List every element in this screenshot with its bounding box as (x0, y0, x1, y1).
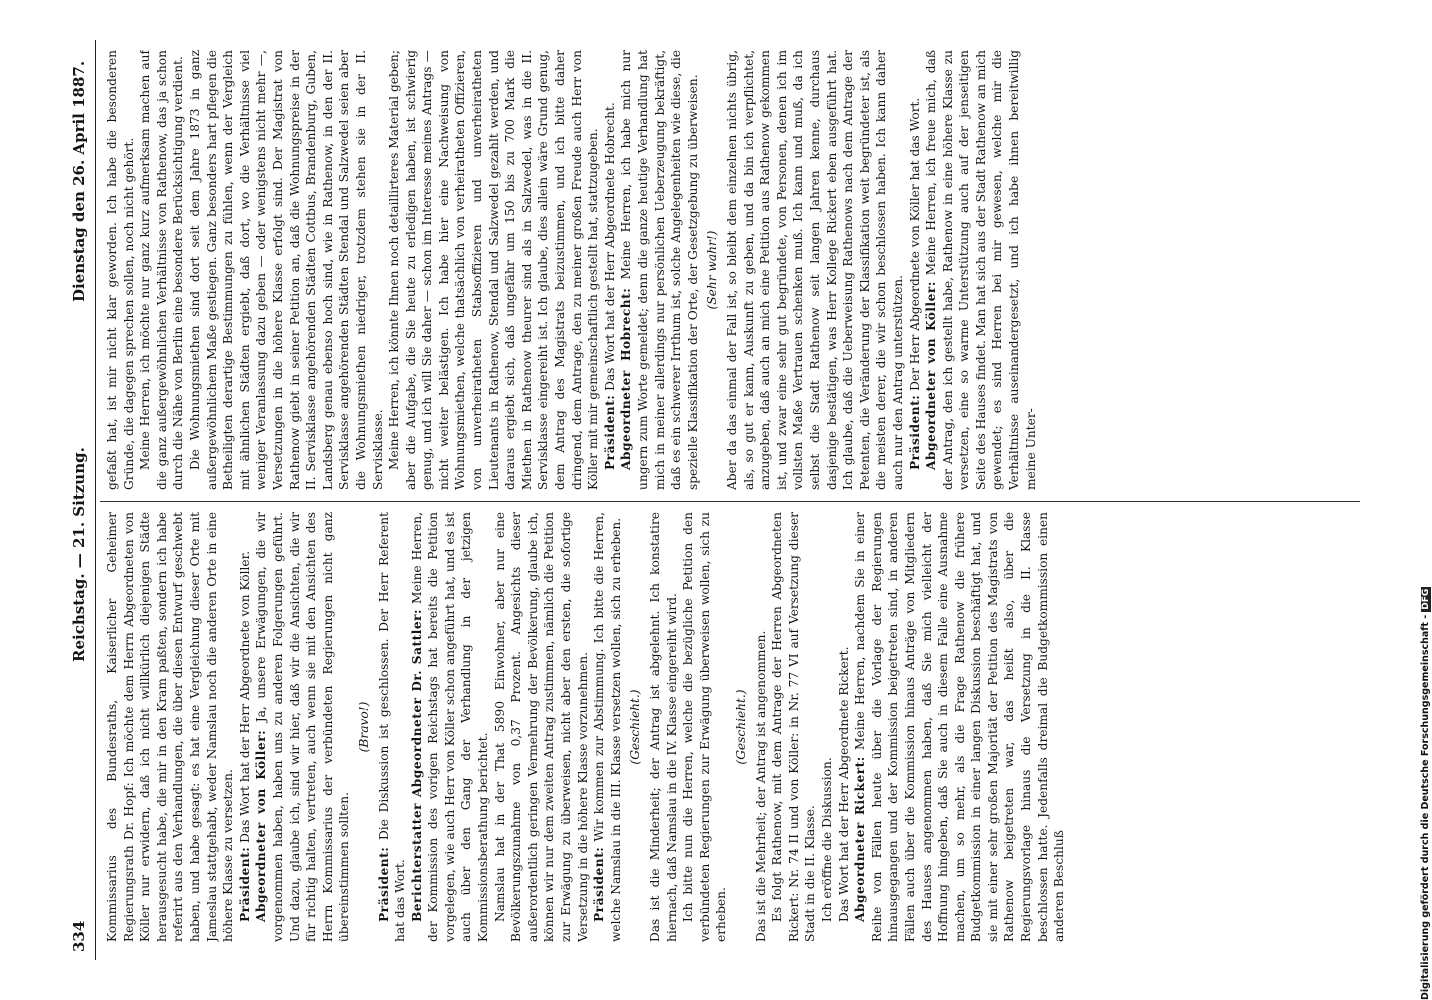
president-statement (376, 512, 409, 942)
paragraph-text: Meine Herren, ich möchte nur ganz kurz aufmerksam machen auf die ganz außergewöhnlichen Verhältnisse von Rathenow, das ja schon durch die Nähe von Berlin eine besondere Berücksichtigung verdient. (138, 50, 186, 490)
session-title: Reichstag. — 21. Sitzung. (70, 447, 88, 662)
statement-text: Die Diskussion ist geschlossen. Der Herr Referent hat das Wort. (376, 512, 408, 942)
president-statement (237, 512, 254, 942)
paragraph (618, 50, 701, 490)
left-column (104, 512, 1354, 942)
statement-text: Der Herr Abgeordnete von Köller hat das Wort. (907, 97, 922, 391)
president-statement (602, 50, 619, 490)
paragraph-text: Meine Herren, ich könnte Ihnen noch detaillirteres Material geben; aber die Aufgabe, die Sie heute zu erledigen haben, ist schwierig genug, und ich will Sie daher — schon im Interesse meines Antrags — nicht weiter belästigen. Ich habe hier eine Nachweisung von Wohnungsmiethen, welche thatsächlich von verheiratheten Offizieren, von unverheiratheten Stabsoffizieren und unverheiratheten Lieutenants in Rathenow, Stendal und Salzwedel gezahlt werden, und daraus ergiebt sich, daß ungefähr um 150 bis zu 700 Mark die Miethen in Rathenow theurer sind als in Salzwedel, was in die II. Servisklasse eingereiht ist. Ich glaube, dies allein wäre Grund genug, dem Antrag des Magistrats beizustimmen, und ich bitte daher dringend, dem Antrage, den zu meiner großen Freude auch Herr von Köller mit mir gemeinschaftlich gestellt hat, stattzugeben. (387, 50, 601, 490)
speaker-name: Präsident: (592, 846, 607, 922)
paragraph (492, 512, 592, 942)
paragraph-text: Meine Herren, der Kommission des vorigen Reichstags hat bereits die Petition vorgelegen, wie auch Herr von Köller schon angeführt hat, und es ist auch über den Gang der Verhandlung in der jetzigen Kommissionsberathung berichtet. (409, 512, 491, 942)
stage-direction: (Geschieht.) (733, 689, 748, 765)
paragraph (852, 512, 1068, 942)
column-divider (100, 501, 1360, 502)
speaker-name: Abgeordneter Rickert: (853, 756, 868, 922)
paragraph-text: Das Wort hat der Herr Abgeordnete Rickert. (836, 646, 851, 922)
speaker-name: Präsident: (237, 846, 252, 922)
statement-text: Das Wort hat der Herr Abgeordnete Hobrecht. (602, 102, 617, 391)
speaker-name: Abgeordneter von Köller: (254, 729, 269, 922)
page-number: 334 (70, 920, 88, 952)
paragraph (923, 50, 1039, 490)
paragraph (137, 50, 187, 490)
speaker-name: Berichterstatter Abgeordneter Dr. Sattler: (409, 608, 424, 922)
paragraph-text: Die Wohnungsmiethen sind dort seit dem Jahre 1873 in ganz außergewöhnlichem Maße gestiegen. Ganz besonders hart pflegen die Betheiligten derartige Bestimmungen zu fühlen, wenn der Vergleich mit ähnlichen Städten ergiebt, daß dort, wo die Verhältnisse viel weniger Veranlassung dazu geben — oder wenigstens nicht mehr —, Versetzungen in die höhere Klasse erfolgt sind. Der Magistrat von Rathenow giebt in seiner Petition an, daß die Wohnungspreise in der II. Servisklasse angehörenden Städten Cottbus, Brandenburg, Guben, Landsberg genau ebenso hoch sind, wie in Rathenow, in den der II. Servisklasse angehörenden Städten Stendal und Salzwedel seien aber die Wohnungsmiethen niedriger, trotzdem stehen sie in der II. Servisklasse. (187, 50, 385, 490)
paragraph (104, 512, 237, 942)
paragraph-text: Meine Herren, nachdem Sie in einer Reihe von Fällen heute über die Vorlage der Regierungen hinausgegangen und der Kommission beigetreten sind, in anderen Fällen auch über die Kommission hinaus Anträge von Mitgliedern des Hauses angenommen haben, daß Sie mich vielleicht der Hoffnung hingeben, daß Sie auch in diesem Falle eine Ausnahme machen, um so mehr, als die Frage Rathenow die frühere Budgetkommission in einer langen Diskussion beschäftigt hat, und sie mit einer sehr großen Majorität der Petition des Magistrats von Rathenow beigetreten war, das heißt also, über die Regierungsvorlage hinaus die Versetzung in die II. Klasse beschlossen hatte. Jedenfalls dreimal die Budgetkommission einen anderen Beschluß (853, 512, 1067, 942)
paragraph (386, 50, 602, 490)
paragraph (836, 512, 853, 942)
paragraph-text: Meine Herren, ich habe mich nur ungern zum Worte gemeldet; denn die ganze heutige Verhandlung hat mich in meiner allerdings nur persönlichen Ueberzeugung bekräftigt, daß es ein schwerer Irrthum ist, solche Angelegenheiten wie diese, die spezielle Klassifikation der Orte, der Gesetzgebung zu überweisen. (619, 50, 700, 490)
paragraph-text: Meine Herren, ich freue mich, daß der Antrag, den ich gestellt habe, Rathenow in eine höhere Klasse zu versetzen, eine so warme Unterstützung auch auf der jenseitigen Seite des Hauses findet. Man hat sich aus der Stadt Rathenow an mich gewendet; es sind Herren bei mir gewesen, welche mir die Verhältnisse auseinandergesetzt, und ich habe ihnen bereitwillig meine Unter- (924, 50, 1038, 490)
page-header (70, 47, 92, 952)
paragraph-text: Das ist die Minderheit; der Antrag ist abgelehnt. Ich konstatire hiernach, daß Namslau in die IV. Klasse eingereiht wird. (648, 512, 679, 942)
paragraph (647, 512, 680, 942)
paragraph-text: Das ist die Mehrheit; der Antrag ist angenommen. (753, 630, 768, 942)
stage-direction: (Sehr wahr!) (705, 230, 720, 310)
paragraph-text: gefaßt hat, ist mir nicht klar geworden. Ich habe die besonderen Gründe, die dagegen sprechen sollen, noch nicht gehört. (105, 50, 136, 490)
session-date: Dienstag den 26. April 1887. (70, 60, 88, 302)
paragraph (104, 50, 137, 490)
paragraph-text: Namslau hat in der That 5890 Einwohner, aber nur eine Bevölkerungszunahme von 0,37 Prozent. Angesichts dieser außerordentlich geringen Vermehrung der Bevölkerung, glaube ich, können wir nur dem zweiten Antrag zustimmen, nämlich die Petition zur Erwägung zu überweisen, nicht aber den ersten, die sofortige Versetzung in die höhere Klasse vorzunehmen. (492, 512, 590, 942)
speaker-name: Abgeordneter von Köller: (924, 281, 939, 470)
dfg-badge: DFG (1421, 588, 1431, 610)
paragraph (409, 512, 492, 942)
speaker-name: Abgeordneter Hobrecht: (619, 287, 634, 470)
paragraph-text: Ich eröffne die Diskussion. (819, 757, 834, 922)
stage-direction: (Bravo!) (356, 701, 371, 753)
paragraph-text: Es folgt Rathenow, mit dem Antrage der Herren Abgeordneten Rickert: Nr. 74 II und von Köller: in Nr. 77 VI auf Versetzung dieser Stadt in die II. Klasse. (770, 512, 818, 942)
president-statement (591, 512, 624, 942)
right-column (104, 50, 1354, 490)
paragraph-text: Kommissarius des Bundesraths, Kaiserlicher Geheimer Regierungsrath Dr. Hopf: Ich möchte dem Herrn Abgeordneten von Köller nur erwidern, daß ich nicht willkürlich diejenigen Städte herausgesucht habe, die mir in den Kram paßten, sondern ich habe referirt aus den Verhandlungen, die über diesen Entwurf geschwebt haben, und habe gesagt: es hat eine Vergleichung dieser Orte mit Jameslau stattgehabt, weder Namslau noch die anderen Orte in eine höhere Klasse zu versetzen. (105, 512, 236, 942)
president-statement (907, 50, 924, 490)
paragraph-text: Ja, unsere Erwägungen, die wir vorgenommen haben, haben uns zu anderen Folgerungen geführt. Und dazu, glaube ich, sind wir hier, daß wir die Ansichten, die wir für richtig halten, vertreten, auch wenn sie mit den Ansichten des Herrn Kommissarius der verbündeten Regierungen nicht ganz übereinstimmen sollten. (254, 512, 352, 942)
paragraph (769, 512, 819, 942)
paragraph-text: Aber da das einmal der Fall ist, so bleibt dem einzelnen nichts übrig, als, so gut er kann, Auskunft zu geben, und da bin ich verpflichtet, anzugeben, daß auch an mich eine Petition aus Rathenow gekommen ist, und zwar eine sehr gut begründete, von Personen, denen ich im vollsten Maße Vertrauen schenken muß. Ich kann und muß, da ich selbst die Stadt Rathenow seit langen Jahren kenne, durchaus dasjenige bestätigen, was Herr Kollege Rickert eben ausgeführt hat. Ich glaube, daß die Ueberweisung Rathenows nach dem Antrage der Petenten, die Veränderung der Klassifikation weit begründeter ist, als die meisten derer, die wir schon beschlossen haben. Ich kann daher auch nur den Antrag unterstützen. (724, 50, 905, 490)
speaker-name: Präsident: (602, 394, 617, 470)
paragraph (819, 512, 836, 942)
paragraph-text: Ich bitte nun die Herren, welche die bezügliche Petition den verbündeten Regierungen zur Erwägung überweisen wollen, sich zu erheben. (681, 512, 729, 942)
paragraph (187, 50, 386, 490)
sidebar-credit (1420, 587, 1431, 1000)
statement-text: Das Wort hat der Herr Abgeordnete von Köller. (237, 551, 252, 843)
paragraph (680, 512, 730, 942)
paragraph (253, 512, 353, 942)
statement-text: Wir kommen zur Abstimmung. Ich bitte die Herren, welche Namslau in die III. Klasse versetzen wollen, sich zu erheben. (592, 512, 623, 942)
paragraph (724, 50, 907, 490)
speaker-name: Präsident: (907, 394, 922, 470)
sidebar-credit-text: Digitalisierung gefördert durch die Deutsche Forschungsgemeinschaft - (1420, 614, 1431, 1000)
header-rule (95, 40, 96, 960)
stage-direction: (Geschieht.) (628, 689, 643, 765)
speaker-name: Präsident: (376, 846, 391, 922)
paragraph (753, 512, 770, 942)
